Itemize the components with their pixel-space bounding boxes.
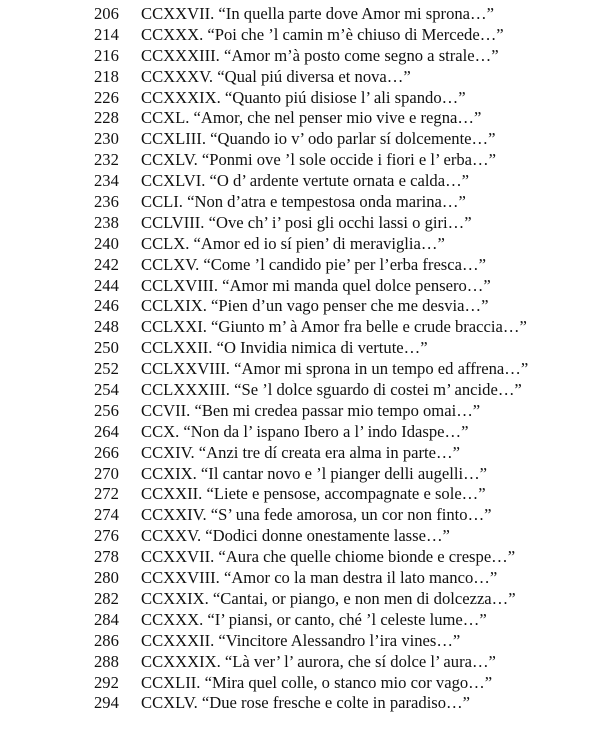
index-entry — [94, 4, 528, 25]
poem-title: CCLXVIII. “Amor mi manda quel dolce pensero…” — [141, 275, 491, 295]
poem-title: CCXIX. “Il cantar novo e ’l pianger delli augelli…” — [141, 463, 488, 483]
index-entry — [94, 464, 528, 485]
poem-title: CCLX. “Amor ed io sí pien’ di meraviglia…” — [141, 233, 445, 253]
index-entry — [94, 276, 528, 297]
index-entry — [94, 46, 528, 67]
page-number: 226 — [94, 87, 119, 107]
index-entry — [94, 171, 528, 192]
poem-title: CCXXII. “Liete e pensose, accompagnate e sole…” — [141, 484, 486, 504]
page-number: 256 — [94, 400, 119, 420]
page-number: 276 — [94, 526, 119, 546]
page-number: 232 — [94, 150, 119, 170]
index-entry — [94, 317, 528, 338]
index-entry — [94, 589, 528, 610]
index-entry — [94, 610, 528, 631]
page-number: 280 — [94, 568, 119, 588]
index-entry — [94, 108, 528, 129]
index-entry — [94, 505, 528, 526]
poem-title: CCXXIV. “S’ una fede amorosa, un cor non finto…” — [141, 505, 492, 525]
page-number: 242 — [94, 254, 119, 274]
index-entry — [94, 652, 528, 673]
poem-title: CCXXXIII. “Amor m’à posto come segno a strale…” — [141, 45, 499, 65]
poem-title: CCLXXXIII. “Se ’l dolce sguardo di costei m’ ancide…” — [141, 380, 522, 400]
page-number: 240 — [94, 233, 119, 253]
index-entry — [94, 484, 528, 505]
poem-title: CCXXIX. “Cantai, or piango, e non men di dolcezza…” — [141, 588, 516, 608]
poem-title: CCXLV. “Due rose fresche e colte in paradiso…” — [141, 693, 471, 713]
poem-title: CCXXVII. “Aura che quelle chiome bionde e crespe…” — [141, 547, 516, 567]
poem-title: CCLXXVIII. “Amor mi sprona in un tempo ed affrena…” — [141, 359, 529, 379]
poem-title: CCXXV. “Dodici donne onestamente lasse…” — [141, 526, 450, 546]
poem-title: CCXXX. “Poi che ’l camin m’è chiuso di Mercede…” — [141, 24, 504, 44]
page-number: 248 — [94, 317, 119, 337]
poem-title: CCLXV. “Come ’l candido pie’ per l’erba fresca…” — [141, 254, 486, 274]
index-entry — [94, 213, 528, 234]
page-number: 206 — [94, 4, 119, 23]
index-entry — [94, 673, 528, 694]
poem-title: CCXLVI. “O d’ ardente vertute ornata e calda…” — [141, 171, 470, 191]
index-entry — [94, 255, 528, 276]
page-number: 284 — [94, 609, 119, 629]
index-entry — [94, 359, 528, 380]
page-number: 292 — [94, 672, 119, 692]
index-entry — [94, 443, 528, 464]
poem-title: CCXLV. “Ponmi ove ’l sole occide i fiori e l’ erba…” — [141, 150, 496, 170]
poem-title: CCXXXIX. “Là ver’ l’ aurora, che sí dolce l’ aura…” — [141, 651, 496, 671]
page-number: 230 — [94, 129, 119, 149]
poem-title: CCXXVIII. “Amor co la man destra il lato manco…” — [141, 568, 498, 588]
page-number: 250 — [94, 338, 119, 358]
index-entry — [94, 547, 528, 568]
poem-index-list — [94, 4, 528, 714]
poem-title: CCX. “Non da l’ ispano Ibero a l’ indo Idaspe…” — [141, 421, 469, 441]
poem-title: CCXL. “Amor, che nel penser mio vive e regna…” — [141, 108, 482, 128]
index-entry — [94, 693, 528, 714]
page-number: 244 — [94, 275, 119, 295]
page-number: 264 — [94, 421, 119, 441]
poem-title: CCXXXII. “Vincitore Alessandro l’ira vines…” — [141, 630, 461, 650]
page-number: 272 — [94, 484, 119, 504]
page-number: 216 — [94, 45, 119, 65]
page-number: 270 — [94, 463, 119, 483]
page-number: 238 — [94, 212, 119, 232]
index-entry — [94, 67, 528, 88]
page-number: 282 — [94, 588, 119, 608]
poem-title: CCXXXIX. “Quanto piú disiose l’ ali spando…” — [141, 87, 466, 107]
poem-title: CCXLII. “Mira quel colle, o stanco mio cor vago…” — [141, 672, 493, 692]
page-number: 286 — [94, 630, 119, 650]
page-number: 214 — [94, 24, 119, 44]
index-entry — [94, 234, 528, 255]
index-entry — [94, 631, 528, 652]
page-number: 228 — [94, 108, 119, 128]
poem-title: CCLXXI. “Giunto m’ à Amor fra belle e crude braccia…” — [141, 317, 527, 337]
poem-title: CCXXVII. “In quella parte dove Amor mi sprona…” — [141, 4, 494, 23]
index-entry — [94, 88, 528, 109]
page-number: 236 — [94, 192, 119, 212]
page-number: 252 — [94, 359, 119, 379]
index-entry — [94, 380, 528, 401]
page-number: 246 — [94, 296, 119, 316]
page-number: 234 — [94, 171, 119, 191]
poem-title: CCLVIII. “Ove ch’ i’ posi gli occhi lassi o giri…” — [141, 212, 472, 232]
poem-title: CCLXXII. “O Invidia nimica di vertute…” — [141, 338, 428, 358]
index-entry — [94, 338, 528, 359]
index-entry — [94, 192, 528, 213]
poem-title: CCLXIX. “Pien d’un vago penser che me desvia…” — [141, 296, 489, 316]
page-number: 274 — [94, 505, 119, 525]
poem-title: CCXXX. “I’ piansi, or canto, ché ’l celeste lume…” — [141, 609, 487, 629]
page-number: 294 — [94, 693, 119, 713]
index-entry — [94, 150, 528, 171]
page-number: 218 — [94, 66, 119, 86]
page-number: 266 — [94, 442, 119, 462]
index-entry — [94, 422, 528, 443]
poem-title: CCVII. “Ben mi credea passar mio tempo omai…” — [141, 400, 481, 420]
page-number: 254 — [94, 380, 119, 400]
index-entry — [94, 401, 528, 422]
index-entry — [94, 25, 528, 46]
index-entry — [94, 296, 528, 317]
index-entry — [94, 526, 528, 547]
page-number: 278 — [94, 547, 119, 567]
page-number: 288 — [94, 651, 119, 671]
index-entry — [94, 129, 528, 150]
poem-title: CCXLIII. “Quando io v’ odo parlar sí dolcemente…” — [141, 129, 496, 149]
index-entry — [94, 568, 528, 589]
poem-title: CCLI. “Non d’atra e tempestosa onda marina…” — [141, 192, 466, 212]
poem-title: CCXIV. “Anzi tre dí creata era alma in parte…” — [141, 442, 460, 462]
poem-title: CCXXXV. “Qual piú diversa et nova…” — [141, 66, 411, 86]
